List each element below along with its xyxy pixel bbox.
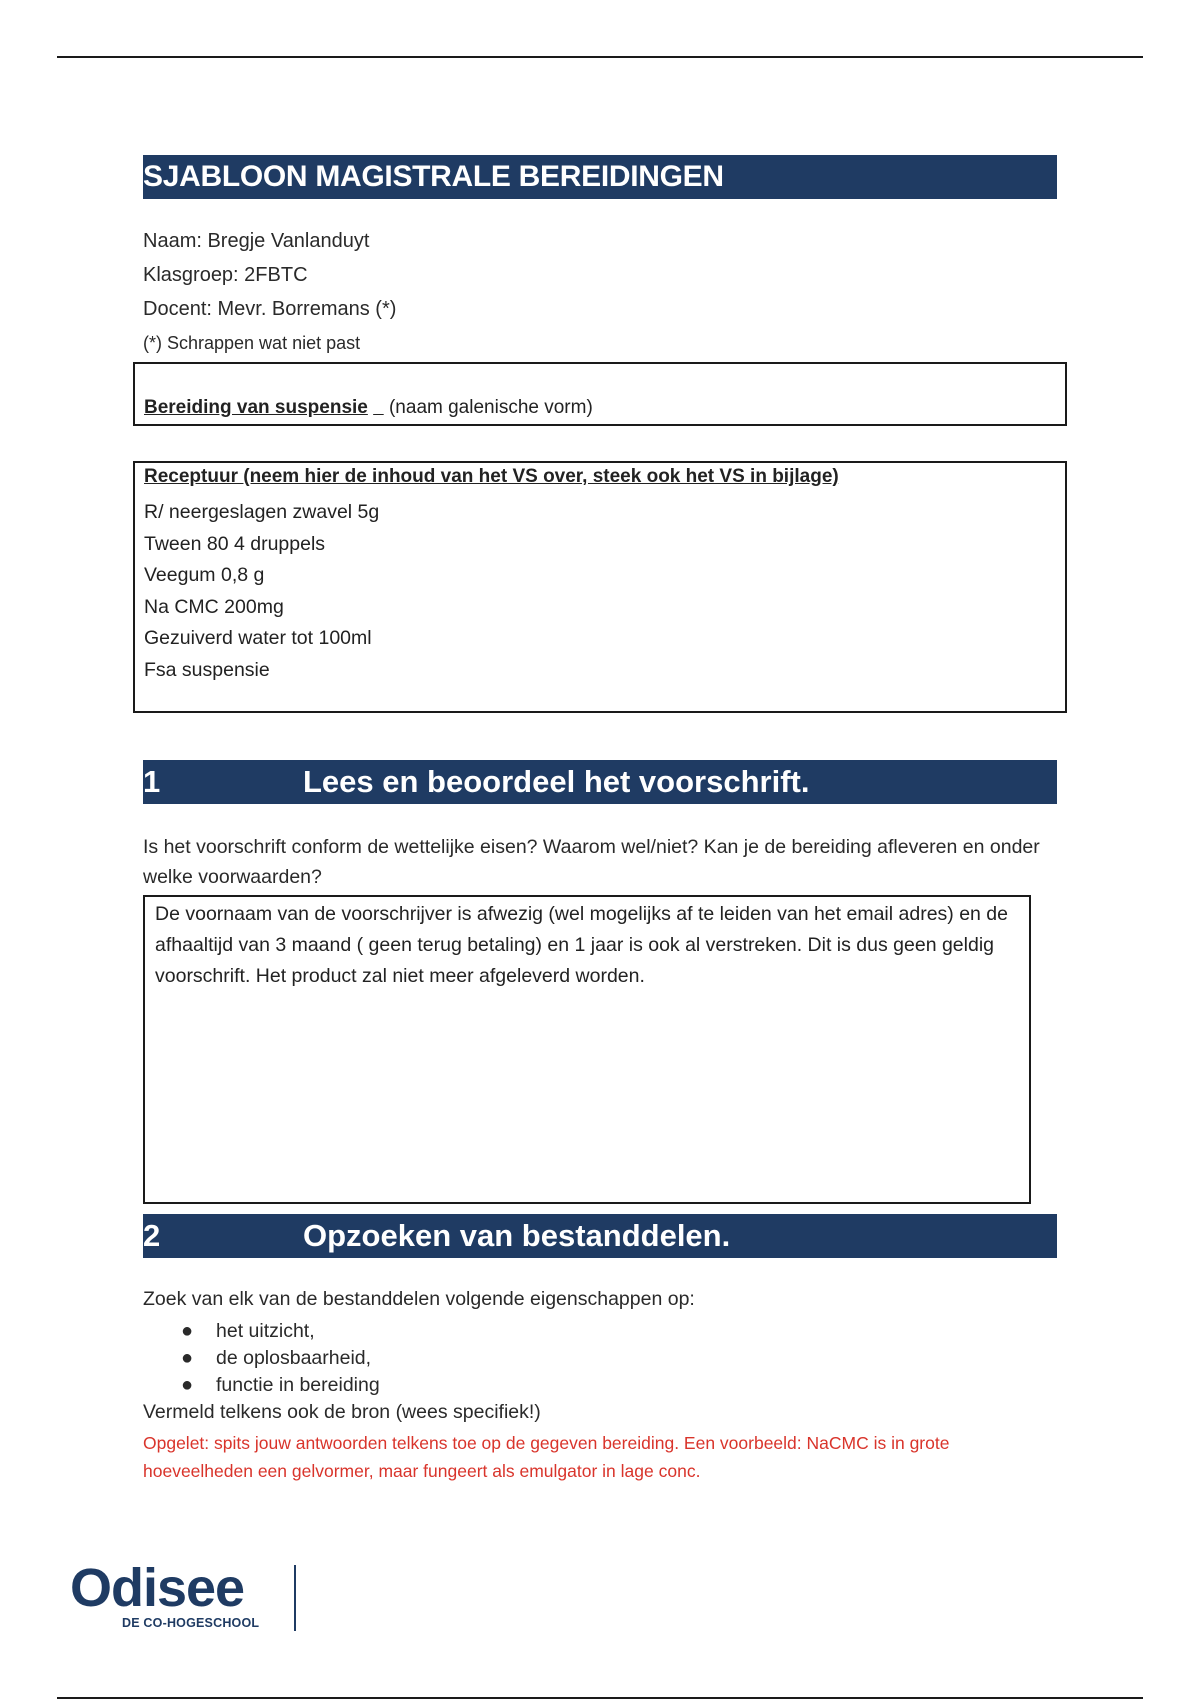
galenic-form-hint: (naam galenische vorm) [388,397,593,418]
bullet-icon: ● [181,1347,194,1369]
logo-name: Odisee [70,1558,245,1618]
strike-note: (*) Schrappen wat niet past [143,333,361,353]
galenic-form-box [133,362,1067,426]
teacher: Docent: Mevr. Borremans (*) [143,298,397,320]
property-list [143,1318,380,1399]
page-title: SJABLOON MAGISTRALE BEREIDINGEN [143,160,724,193]
recipe-line: Gezuiverd water tot 100ml [144,627,372,649]
logo-divider [294,1565,296,1631]
list-item: ● het uitzicht, [143,1318,380,1345]
section-1-number: 1 [143,764,161,799]
section-2-intro: Zoek van elk van de bestanddelen volgende eigenschappen op: [143,1288,695,1310]
page-title-banner [143,155,1057,199]
logo-tagline: DE CO-HOGESCHOOL [122,1616,260,1630]
odisee-logo [70,1560,259,1630]
source-note: Vermeld telkens ook de bron (wees specifiek!) [143,1401,541,1423]
section-1-question: Is het voorschrift conform de wettelijke eisen? Waarom wel/niet? Kan je de bereiding afleveren en onder welke voorwaarden? [143,836,1040,888]
list-item: ● functie in bereiding [143,1372,380,1399]
answer-box[interactable] [143,895,1031,1204]
top-rule [57,56,1143,58]
recipe-line: R/ neergeslagen zwavel 5g [144,501,380,523]
answer-text[interactable]: De voornaam van de voorschrijver is afwezig (wel mogelijks af te leiden van het email adres) en de afhaaltijd van 3 maand ( geen terug betaling) en 1 jaar is ook al verstreken. Dit is dus geen geldig voorschrift. Het product zal niet meer afgeleverd worden. [155,903,1008,987]
recipe-line: Na CMC 200mg [144,595,284,618]
recipe-box [133,461,1067,713]
recipe-line: Tween 80 4 druppels [144,532,326,555]
section-2-number: 2 [143,1218,161,1253]
recipe-line: Veegum 0,8 g [144,564,265,586]
recipe-line: Fsa suspensie [144,658,270,681]
galenic-form-title: Bereiding van suspensie [144,397,368,418]
student-class: Klasgroep: 2FBTC [143,264,308,286]
student-name: Naam: Bregje Vanlanduyt [143,230,370,252]
recipe-heading: Receptuur (neem hier de inhoud van het VS over, steek ook het VS in bijlage) [144,466,839,487]
bullet-icon: ● [181,1320,194,1342]
section-1-banner [143,760,1057,804]
list-item: ● de oplosbaarheid, [143,1345,380,1372]
warning-text: Opgelet: spits jouw antwoorden telkens toe op de gegeven bereiding. Een voorbeeld: NaCMC is in grote hoeveelheden een gelvormer, maar fungeert als emulgator in lage conc. [143,1433,950,1481]
section-2-banner [143,1214,1057,1258]
section-1-title: Lees en beoordeel het voorschrift. [303,764,810,799]
section-2-title: Opzoeken van bestanddelen. [303,1218,731,1253]
bottom-rule [57,1697,1143,1699]
bullet-icon: ● [181,1374,194,1396]
